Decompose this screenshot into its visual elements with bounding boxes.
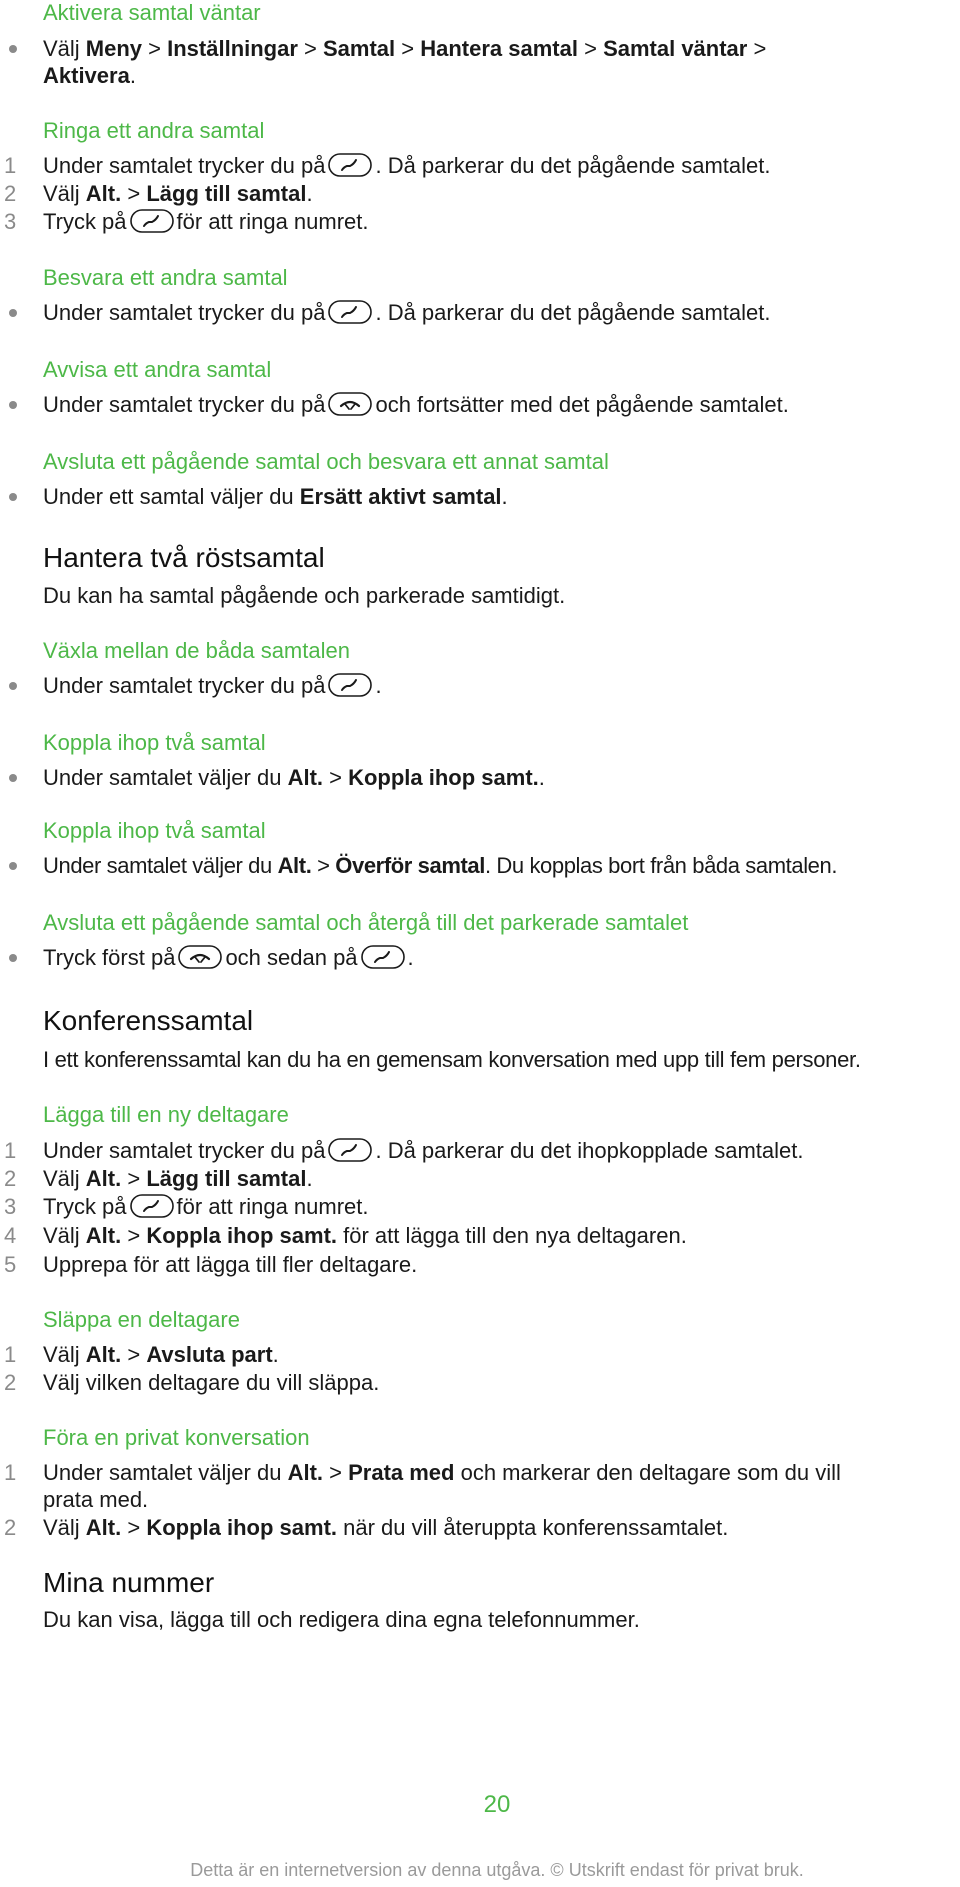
step-line: Välj Alt. > Koppla ihop samt. när du vill återuppta konferenssamtalet. xyxy=(43,1515,729,1540)
heading-add-participant: Lägga till en ny deltagare xyxy=(43,1102,289,1127)
section-intro: Du kan ha samtal pågående och parkerade samtidigt. xyxy=(43,583,566,608)
bullet xyxy=(9,45,17,53)
step-number: 2 xyxy=(4,1515,17,1540)
instruction-line: Under ett samtal väljer du Ersätt aktivt samtal. xyxy=(43,484,508,509)
heading-switch-calls: Växla mellan de båda samtalen xyxy=(43,638,350,663)
heading-private-conversation: Föra en privat konversation xyxy=(43,1425,310,1450)
instruction-line: Tryck först på och sedan på . xyxy=(43,945,414,970)
step-line: Välj Alt. > Lägg till samtal. xyxy=(43,181,313,206)
end-key-icon xyxy=(328,392,372,416)
call-key-icon xyxy=(328,673,372,697)
heading-join-calls-transfer: Koppla ihop två samtal xyxy=(43,818,266,843)
call-key-icon xyxy=(361,945,405,969)
heading-reject-second-call: Avvisa ett andra samtal xyxy=(43,357,272,382)
call-key-icon xyxy=(130,209,174,233)
step-line: Välj vilken deltagare du vill släppa. xyxy=(43,1370,380,1395)
step-line: Välj Alt. > Koppla ihop samt. för att lägga till den nya deltagaren. xyxy=(43,1223,687,1248)
instruction-line: Välj Meny > Inställningar > Samtal > Hantera samtal > Samtal väntar > xyxy=(43,36,767,61)
step-line: Under samtalet väljer du Alt. > Prata med och markerar den deltagare som du vill xyxy=(43,1460,841,1485)
step-number: 1 xyxy=(4,153,17,178)
step-number: 2 xyxy=(4,1166,17,1191)
bullet xyxy=(9,493,17,501)
step-number: 2 xyxy=(4,1370,17,1395)
step-number: 1 xyxy=(4,1342,17,1367)
bullet xyxy=(9,401,17,409)
end-key-icon xyxy=(178,945,222,969)
step-line: Under samtalet trycker du på . Då parkerar du det pågående samtalet. xyxy=(43,153,771,178)
heading-join-calls: Koppla ihop två samtal xyxy=(43,730,266,755)
heading-activate-call-waiting: Aktivera samtal väntar xyxy=(43,0,261,25)
bullet xyxy=(9,774,17,782)
heading-answer-second-call: Besvara ett andra samtal xyxy=(43,265,288,290)
step-number: 1 xyxy=(4,1138,17,1163)
instruction-line-cont: Aktivera. xyxy=(43,63,136,88)
step-line: Tryck på för att ringa numret. xyxy=(43,1194,369,1219)
page-number: 20 xyxy=(483,1791,511,1818)
section-title-conference: Konferenssamtal xyxy=(43,1005,254,1036)
step-line-cont: prata med. xyxy=(43,1487,149,1512)
instruction-line: Under samtalet trycker du på . xyxy=(43,673,382,698)
heading-make-second-call: Ringa ett andra samtal xyxy=(43,118,265,143)
instruction-line: Under samtalet trycker du på . Då parkerar du det pågående samtalet. xyxy=(43,300,771,325)
heading-end-and-return: Avsluta ett pågående samtal och återgå till det parkerade samtalet xyxy=(43,910,689,935)
step-number: 3 xyxy=(4,1194,17,1219)
bullet xyxy=(9,862,17,870)
instruction-line: Under samtalet trycker du på och fortsätter med det pågående samtalet. xyxy=(43,392,789,417)
footer-note: Detta är en internetversion av denna utgåva. © Utskrift endast för privat bruk. xyxy=(190,1860,804,1880)
section-intro: I ett konferenssamtal kan du ha en gemensam konversation med upp till fem personer. xyxy=(43,1047,861,1072)
call-key-icon xyxy=(328,1138,372,1162)
section-intro: Du kan visa, lägga till och redigera dina egna telefonnummer. xyxy=(43,1607,640,1632)
bullet xyxy=(9,954,17,962)
bullet xyxy=(9,682,17,690)
heading-end-and-answer: Avsluta ett pågående samtal och besvara ett annat samtal xyxy=(43,449,609,474)
step-number: 4 xyxy=(4,1223,17,1248)
section-title-my-numbers: Mina nummer xyxy=(43,1567,215,1598)
step-number: 1 xyxy=(4,1460,17,1485)
step-number: 3 xyxy=(4,209,17,234)
step-line: Upprepa för att lägga till fler deltagare. xyxy=(43,1252,418,1277)
bullet xyxy=(9,309,17,317)
step-line: Välj Alt. > Avsluta part. xyxy=(43,1342,279,1367)
call-key-icon xyxy=(328,153,372,177)
call-key-icon xyxy=(328,300,372,324)
instruction-line: Under samtalet väljer du Alt. > Koppla ihop samt.. xyxy=(43,765,545,790)
step-line: Välj Alt. > Lägg till samtal. xyxy=(43,1166,313,1191)
call-key-icon xyxy=(130,1194,174,1218)
heading-release-participant: Släppa en deltagare xyxy=(43,1307,240,1332)
step-number: 2 xyxy=(4,181,17,206)
step-line: Tryck på för att ringa numret. xyxy=(43,209,369,234)
step-line: Under samtalet trycker du på . Då parkerar du det ihopkopplade samtalet. xyxy=(43,1138,804,1163)
instruction-line: Under samtalet väljer du Alt. > Överför samtal. Du kopplas bort från båda samtalen. xyxy=(43,853,838,878)
section-title-two-calls: Hantera två röstsamtal xyxy=(43,542,325,573)
step-number: 5 xyxy=(4,1252,17,1277)
